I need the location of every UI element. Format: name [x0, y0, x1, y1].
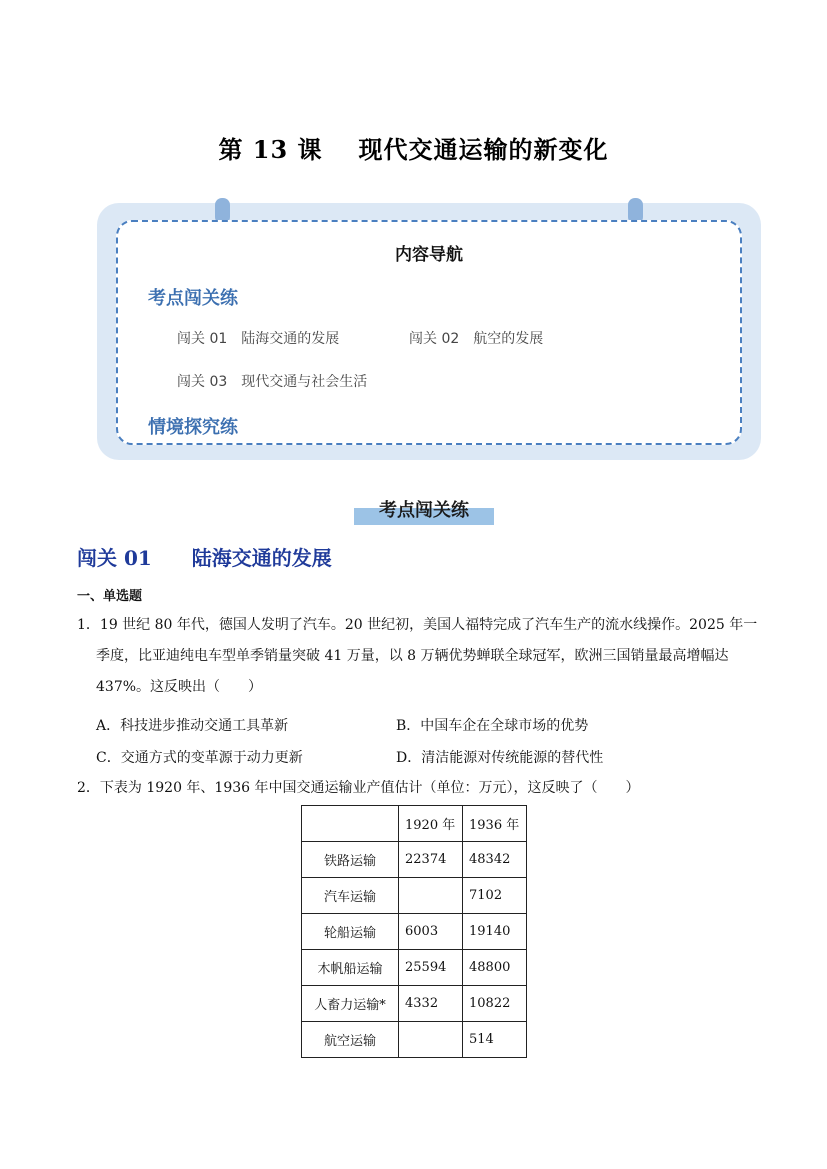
question-1-line-3: 437%。这反映出（ ） [96, 679, 263, 695]
table-header-cell: 1936 年 [463, 806, 527, 842]
table-row [302, 842, 527, 878]
level-name: 陆海交通的发展 [191, 546, 332, 570]
table-cell [399, 1022, 463, 1058]
option-c[interactable]: C．交通方式的变革源于动力更新 [96, 750, 303, 766]
nav-heading: 内容导航 [395, 245, 463, 265]
lesson-number: 第 13 课 [218, 135, 323, 164]
table-cell: 木帆船运输 [302, 950, 399, 986]
nav-item-level-03[interactable] [177, 371, 367, 391]
table-cell: 7102 [463, 878, 527, 914]
table-cell: 22374 [399, 842, 463, 878]
table-row [302, 986, 527, 1022]
question-1 [77, 610, 757, 703]
table-cell: 19140 [463, 914, 527, 950]
page-title [0, 130, 827, 165]
table-cell: 25594 [399, 950, 463, 986]
table-row [302, 950, 527, 986]
table-cell: 48342 [463, 842, 527, 878]
table-cell: 10822 [463, 986, 527, 1022]
level-title [77, 542, 332, 571]
table-cell: 6003 [399, 914, 463, 950]
option-a[interactable]: A．科技进步推动交通工具革新 [96, 718, 289, 734]
table-cell: 4332 [399, 986, 463, 1022]
transport-output-table [301, 805, 527, 1058]
table-cell: 铁路运输 [302, 842, 399, 878]
section-banner: 考点闯关练 [379, 500, 469, 521]
table-cell: 轮船运输 [302, 914, 399, 950]
option-d[interactable]: D．清洁能源对传统能源的替代性 [396, 750, 604, 766]
question-1-line-2: 季度，比亚迪纯电车型单季销量突破 41 万量，以 8 万辆优势蝉联全球冠军，欧洲三国销量最高增幅达 [96, 648, 729, 664]
table-row [302, 878, 527, 914]
table-header-row [302, 806, 527, 842]
table-cell [399, 878, 463, 914]
nav-section-scenario[interactable]: 情境探究练 [148, 417, 238, 438]
nav-section-checkpoint[interactable]: 考点闯关练 [148, 288, 238, 309]
question-type: 一、单选题 [77, 589, 143, 604]
table-row [302, 914, 527, 950]
nav-item-label: 现代交通与社会生活 [241, 374, 368, 390]
table-cell: 514 [463, 1022, 527, 1058]
table-cell: 48800 [463, 950, 527, 986]
nav-item-code: 闯关 02 [409, 331, 460, 347]
question-2: 2．下表为 1920 年、1936 年中国交通运输业产值估计（单位：万元），这反映了（ ） [77, 780, 640, 796]
lesson-name: 现代交通运输的新变化 [358, 135, 609, 164]
table-header-cell: 1920 年 [399, 806, 463, 842]
nav-item-label: 陆海交通的发展 [241, 331, 340, 347]
table-cell: 航空运输 [302, 1022, 399, 1058]
table-header-cell [302, 806, 399, 842]
table-cell: 汽车运输 [302, 878, 399, 914]
nav-item-code: 闯关 01 [177, 331, 228, 347]
table-row [302, 1022, 527, 1058]
question-1-line-1: 1．19 世纪 80 年代，德国人发明了汽车。20 世纪初，美国人福特完成了汽车生产的流水线操作。2025 年一 [77, 617, 758, 633]
nav-item-label: 航空的发展 [473, 331, 544, 347]
nav-item-level-01[interactable] [177, 328, 339, 348]
level-code: 闯关 01 [77, 546, 152, 570]
nav-item-level-02[interactable] [409, 328, 543, 348]
nav-item-code: 闯关 03 [177, 374, 228, 390]
table-cell: 人畜力运输* [302, 986, 399, 1022]
option-b[interactable]: B．中国车企在全球市场的优势 [396, 718, 589, 734]
